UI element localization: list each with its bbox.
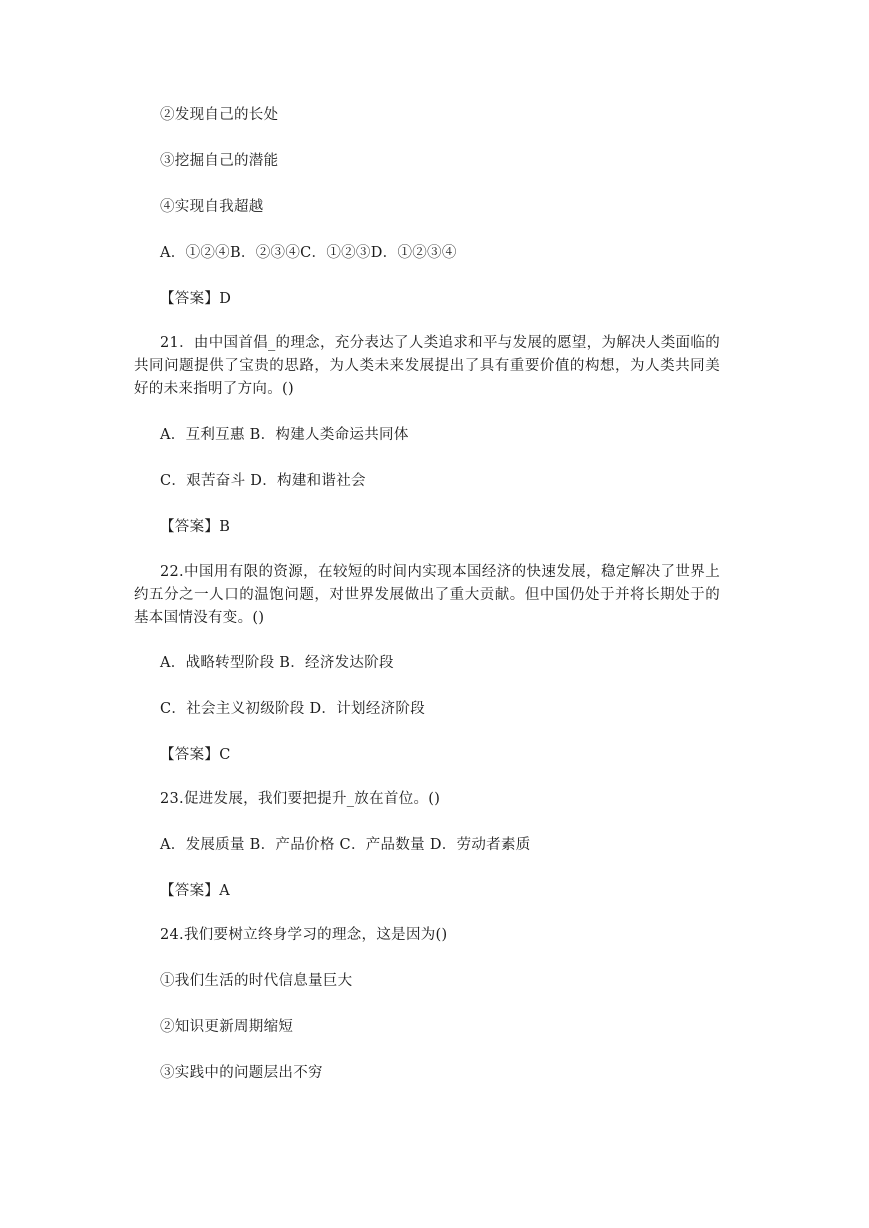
choices-line: A．①②④B．②③④C．①②③D．①②③④ — [160, 245, 457, 261]
question-23: 23.促进发展，我们要把提升_放在首位。() — [160, 791, 441, 807]
question-21-choices-cd: C．艰苦奋斗 D．构建和谐社会 — [160, 473, 366, 489]
question-24-option-3: ③实践中的问题层出不穷 — [160, 1065, 323, 1081]
question-24-option-2: ②知识更新周期缩短 — [160, 1019, 294, 1035]
question-21: 21．由中国首倡_的理念，充分表达了人类追求和平与发展的愿望，为解决人类面临的共同问题提供了宝贵的思路，为人类未来发展提出了具有重要价值的构想，为人类共同美好的未来指明了方向。() — [134, 335, 720, 397]
question-22-choices-ab: A．战略转型阶段 B．经济发达阶段 — [160, 655, 394, 671]
question-24: 24.我们要树立终身学习的理念，这是因为() — [160, 927, 448, 943]
question-22-choices-cd: C．社会主义初级阶段 D．计划经济阶段 — [160, 701, 426, 717]
question-22: 22.中国用有限的资源，在较短的时间内实现本国经济的快速发展，稳定解决了世界上约五分之一人口的温饱问题，对世界发展做出了重大贡献。但中国仍处于并将长期处于的基本国情没有变。() — [134, 564, 720, 626]
question-22-answer: 【答案】C — [160, 747, 231, 763]
answer-line: 【答案】D — [160, 291, 232, 307]
question-24-option-1: ①我们生活的时代信息量巨大 — [160, 973, 353, 989]
option-line-2: ②发现自己的长处 — [160, 107, 279, 123]
question-23-answer: 【答案】A — [160, 883, 230, 899]
option-line-3: ③挖掘自己的潜能 — [160, 153, 279, 169]
question-21-answer: 【答案】B — [160, 519, 231, 535]
question-23-choices: A．发展质量 B．产品价格 C．产品数量 D．劳动者素质 — [160, 837, 531, 853]
question-21-choices-ab: A．互利互惠 B．构建人类命运共同体 — [160, 427, 409, 443]
option-line-4: ④实现自我超越 — [160, 199, 264, 215]
